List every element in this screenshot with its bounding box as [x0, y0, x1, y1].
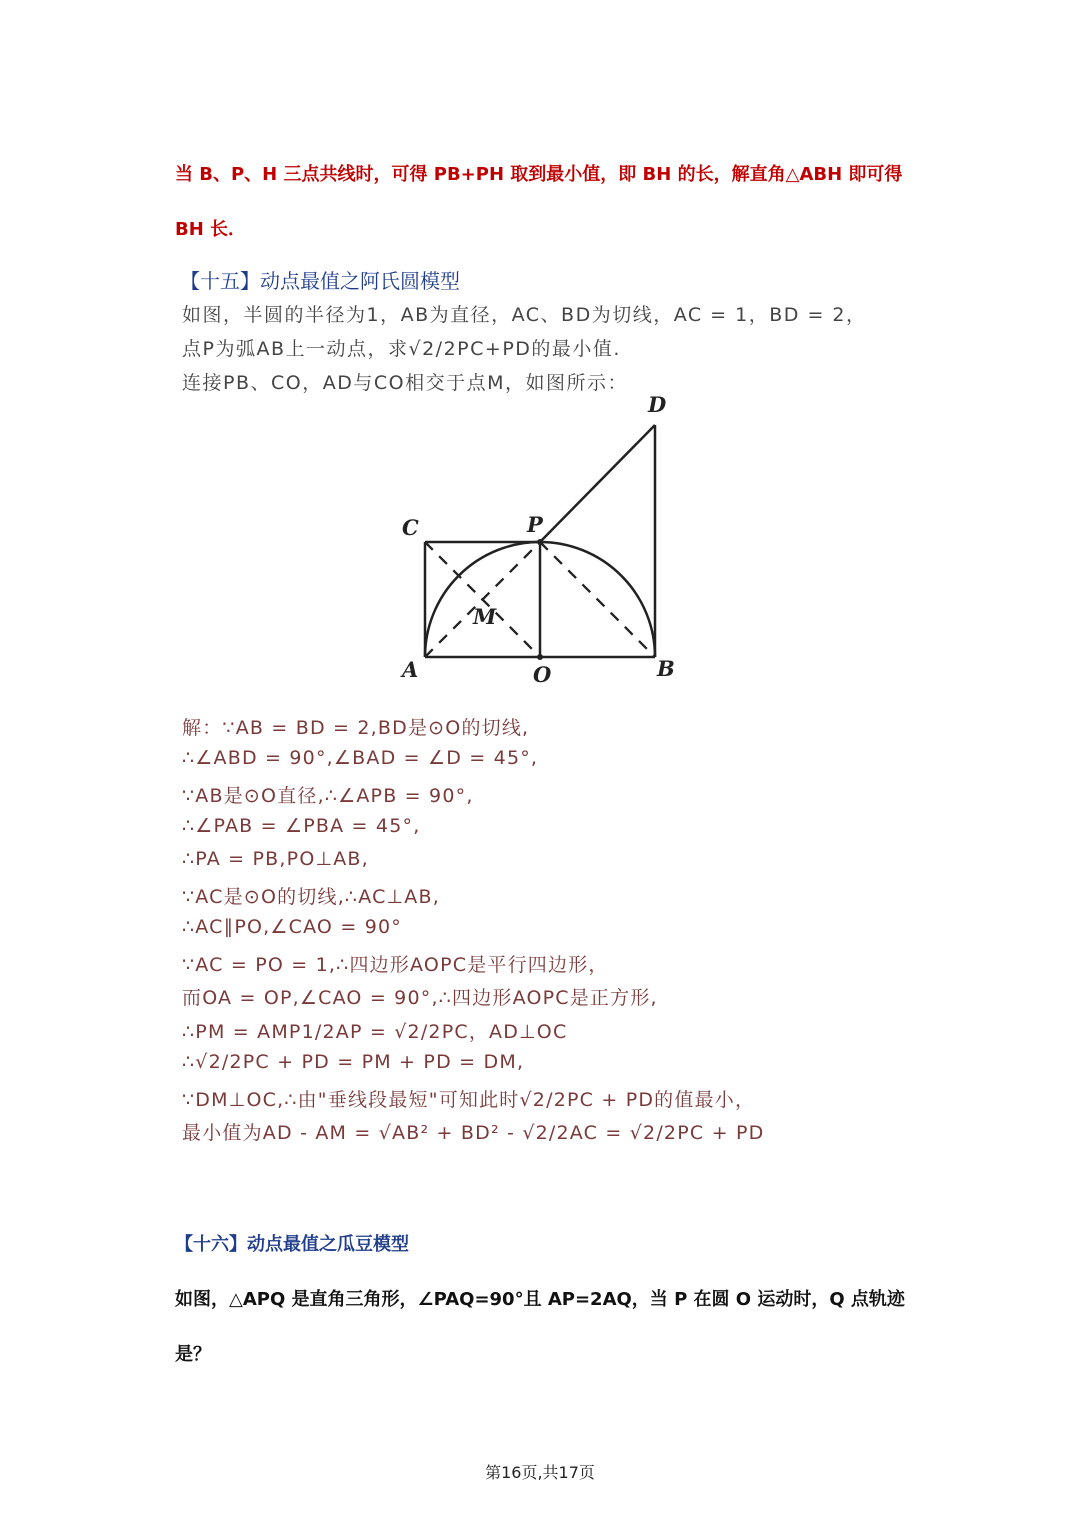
intro-line-2: BH 长． — [175, 219, 247, 240]
section-15-title: 【十五】动点最值之阿氏圆模型 — [180, 269, 460, 293]
label-P: P — [527, 512, 543, 537]
problem-line-3: 连接PB、CO，AD与CO相交于点M，如图所示： — [182, 372, 628, 394]
solution-line-10: ∴PM = AMP1/2AP = √2/2PC，AD⊥OC — [182, 1021, 568, 1043]
geometry-figure — [390, 392, 700, 687]
solution-line-6: ∵AC是⊙O的切线,∴AC⊥AB, — [182, 886, 440, 908]
solution-line-8: ∵AC = PO = 1,∴四边形AOPC是平行四边形， — [182, 954, 609, 976]
point-O — [537, 654, 543, 660]
page-footer: 第16页,共17页 — [485, 1463, 595, 1482]
solution-line-7: ∴AC∥PO,∠CAO = 90° — [182, 916, 402, 938]
segment-PB-dashed — [540, 542, 655, 657]
solution-line-12: ∵DM⊥OC,∴由"垂线段最短"可知此时√2/2PC + PD的值最小， — [182, 1089, 756, 1111]
point-P — [537, 539, 543, 545]
segment-PD — [540, 425, 655, 542]
label-C: C — [402, 515, 419, 540]
intro-line-1: 当 B、P、H 三点共线时，可得 PB+PH 取到最小值，即 BH 的长，解直角△ABH 即可得 — [175, 164, 903, 185]
label-B: B — [657, 656, 675, 681]
problem-line-2: 点P为弧AB上一动点，求√2/2PC+PD的最小值. — [182, 338, 621, 360]
label-M: M — [473, 604, 497, 629]
solution-line-13: 最小值为AD - AM = √AB² + BD² - √2/2AC = √2/2PC + PD — [182, 1122, 765, 1144]
section-16-line-2: 是？ — [175, 1344, 211, 1365]
solution-line-11: ∴√2/2PC + PD = PM + PD = DM, — [182, 1051, 525, 1073]
solution-line-2: ∴∠ABD = 90°,∠BAD = ∠D = 45°, — [182, 747, 539, 769]
solution-line-9: 而OA = OP,∠CAO = 90°,∴四边形AOPC是正方形, — [182, 987, 658, 1009]
section-16-line-1: 如图，△APQ 是直角三角形，∠PAQ=90°且 AP=2AQ，当 P 在圆 O 运动时，Q 点轨迹 — [175, 1289, 905, 1310]
label-O: O — [533, 662, 552, 687]
solution-line-1: 解：∵AB = BD = 2,BD是⊙O的切线, — [182, 717, 530, 739]
label-A: A — [402, 657, 419, 682]
problem-line-1: 如图，半圆的半径为1，AB为直径，AC、BD为切线，AC = 1，BD = 2， — [182, 304, 867, 326]
section-16-title: 【十六】动点最值之瓜豆模型 — [175, 1234, 409, 1255]
solution-line-5: ∴PA = PB,PO⊥AB, — [182, 848, 369, 870]
label-D: D — [648, 392, 667, 417]
solution-line-3: ∵AB是⊙O直径,∴∠APB = 90°, — [182, 785, 474, 807]
solution-line-4: ∴∠PAB = ∠PBA = 45°, — [182, 815, 421, 837]
